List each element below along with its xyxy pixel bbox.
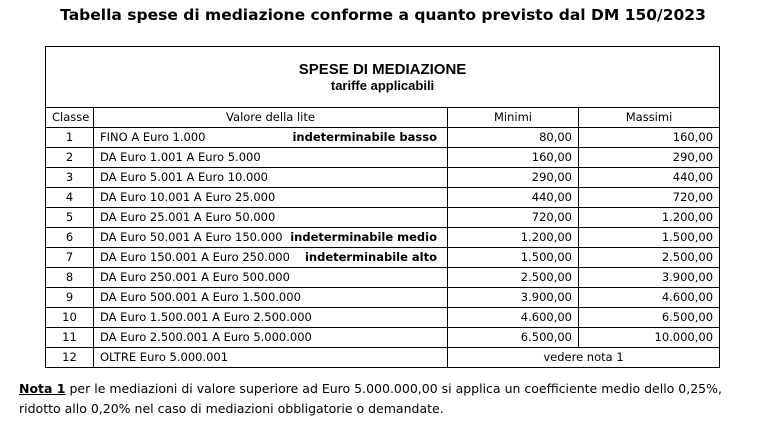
cell-classe: 4 [46, 188, 94, 208]
table-row [46, 328, 720, 348]
cell-minimi: 440,00 [448, 188, 579, 208]
cell-valore [94, 328, 448, 348]
cell-minimi: 6.500,00 [448, 328, 579, 348]
cell-classe: 5 [46, 208, 94, 228]
cell-classe: 12 [46, 348, 94, 368]
cell-valore [94, 168, 448, 188]
valore-range: DA Euro 50.001 A Euro 150.000 [100, 230, 283, 244]
cell-minimi: 3.900,00 [448, 288, 579, 308]
table-row [46, 348, 720, 368]
cell-valore: OLTRE Euro 5.000.001 [94, 348, 448, 368]
cell-note-ref: vedere nota 1 [448, 348, 720, 368]
cell-valore [94, 268, 448, 288]
column-header-classe: Classe [46, 108, 94, 128]
valore-tag: indeterminabile basso [292, 130, 437, 144]
cell-minimi: 290,00 [448, 168, 579, 188]
table-row [46, 168, 720, 188]
valore-range: DA Euro 1.001 A Euro 5.000 [100, 150, 261, 164]
cell-classe: 10 [46, 308, 94, 328]
table-row [46, 268, 720, 288]
valore-range: DA Euro 500.001 A Euro 1.500.000 [100, 290, 301, 304]
cell-massimi: 290,00 [579, 148, 720, 168]
cell-massimi: 3.900,00 [579, 268, 720, 288]
table-row [46, 308, 720, 328]
cell-classe: 11 [46, 328, 94, 348]
cell-classe: 6 [46, 228, 94, 248]
cell-valore [94, 228, 448, 248]
column-header-valore: Valore della lite [94, 108, 448, 128]
valore-tag [437, 209, 441, 226]
valore-tag [437, 189, 441, 206]
cell-valore [94, 148, 448, 168]
valore-range: FINO A Euro 1.000 [100, 130, 206, 144]
cell-valore [94, 188, 448, 208]
table-header-row [46, 47, 720, 108]
valore-tag [437, 269, 441, 286]
table-header-box [46, 47, 720, 108]
valore-tag [437, 289, 441, 306]
cell-massimi: 4.600,00 [579, 288, 720, 308]
cell-minimi: 4.600,00 [448, 308, 579, 328]
valore-range: DA Euro 150.001 A Euro 250.000 [100, 250, 290, 264]
cell-classe: 2 [46, 148, 94, 168]
cell-massimi: 720,00 [579, 188, 720, 208]
valore-range: DA Euro 1.500.001 A Euro 2.500.000 [100, 310, 312, 324]
cell-massimi: 440,00 [579, 168, 720, 188]
table-row [46, 188, 720, 208]
cell-massimi: 2.500,00 [579, 248, 720, 268]
footnote [19, 379, 749, 419]
table-row [46, 208, 720, 228]
table-subheading: tariffe applicabili [330, 78, 435, 93]
cell-massimi: 1.200,00 [579, 208, 720, 228]
cell-classe: 1 [46, 128, 94, 148]
cell-minimi: 1.200,00 [448, 228, 579, 248]
cell-valore [94, 248, 448, 268]
table-row [46, 248, 720, 268]
cell-valore [94, 308, 448, 328]
cell-classe: 3 [46, 168, 94, 188]
document-title: Tabella spese di mediazione conforme a quanto previsto dal DM 150/2023 [60, 6, 706, 24]
footnote-text: per le mediazioni di valore superiore ad Euro 5.000.000,00 si applica un coefficiente medio dello 0,25%, ridotto allo 0,20% nel caso di mediazioni obbligatorie o demandate. [19, 381, 722, 416]
fees-table [45, 46, 720, 368]
cell-classe: 7 [46, 248, 94, 268]
column-header-minimi: Minimi [448, 108, 579, 128]
cell-valore [94, 128, 448, 148]
cell-massimi: 160,00 [579, 128, 720, 148]
footnote-label: Nota 1 [19, 381, 66, 396]
cell-minimi: 1.500,00 [448, 248, 579, 268]
table-row [46, 288, 720, 308]
valore-range: DA Euro 5.001 A Euro 10.000 [100, 170, 268, 184]
cell-valore [94, 208, 448, 228]
cell-minimi: 80,00 [448, 128, 579, 148]
column-header-massimi: Massimi [579, 108, 720, 128]
valore-tag [437, 149, 441, 166]
valore-range: DA Euro 10.001 A Euro 25.000 [100, 190, 276, 204]
cell-minimi: 2.500,00 [448, 268, 579, 288]
cell-massimi: 1.500,00 [579, 228, 720, 248]
table-heading: SPESE DI MEDIAZIONE [298, 61, 467, 78]
cell-valore [94, 288, 448, 308]
cell-minimi: 720,00 [448, 208, 579, 228]
valore-range: DA Euro 25.001 A Euro 50.000 [100, 210, 276, 224]
cell-massimi: 10.000,00 [579, 328, 720, 348]
table-row [46, 148, 720, 168]
cell-minimi: 160,00 [448, 148, 579, 168]
valore-tag: indeterminabile alto [304, 250, 437, 264]
valore-tag: indeterminabile medio [290, 230, 437, 244]
cell-classe: 9 [46, 288, 94, 308]
valore-tag [437, 169, 441, 186]
valore-range: DA Euro 2.500.001 A Euro 5.000.000 [100, 330, 312, 344]
cell-classe: 8 [46, 268, 94, 288]
table-row [46, 228, 720, 248]
table-row [46, 128, 720, 148]
cell-massimi: 6.500,00 [579, 308, 720, 328]
valore-tag [437, 309, 441, 326]
valore-tag [437, 329, 441, 346]
column-header-row [46, 108, 720, 128]
valore-range: DA Euro 250.001 A Euro 500.000 [100, 270, 290, 284]
